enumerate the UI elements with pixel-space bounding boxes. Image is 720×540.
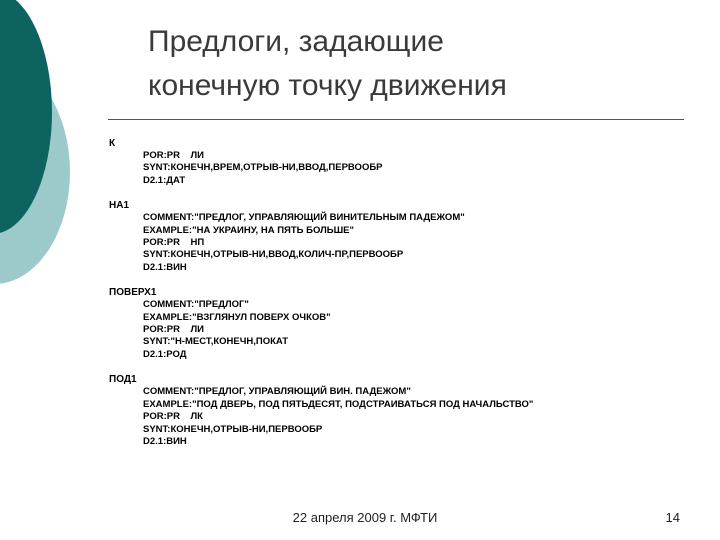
- entry-head: ПОВЕРХ1: [109, 287, 157, 299]
- entry-k: [109, 138, 699, 187]
- entry-line: COMMENT:"ПРЕДЛОГ, УПРАВЛЯЮЩИЙ ВИНИТЕЛЬНЫМ ПАДЕЖОМ": [143, 212, 465, 224]
- entry-line: EXAMPLE:"ПОД ДВЕРЬ, ПОД ПЯТЬДЕСЯТ, ПОДСТРАИВАТЬСЯ ПОД НАЧАЛЬСТВО": [143, 398, 534, 410]
- entry-line: D2.1:РОД: [143, 348, 187, 360]
- entry-line: COMMENT:"ПРЕДЛОГ, УПРАВЛЯЮЩИЙ ВИН. ПАДЕЖОМ": [143, 386, 411, 398]
- entry-na1: [109, 200, 699, 274]
- footer-date: 22 апреля 2009 г. МФТИ: [292, 510, 438, 525]
- page-number: 14: [665, 510, 680, 525]
- entry-head: НА1: [109, 200, 130, 212]
- entry-line: EXAMPLE:"НА УКРАИНУ, НА ПЯТЬ БОЛЬШЕ": [143, 224, 354, 236]
- entry-head: ПОД1: [109, 374, 137, 386]
- entry-line: POR:PR ЛИ: [143, 150, 204, 161]
- title-line-1: Предлоги, задающие: [148, 25, 444, 58]
- entry-line: COMMENT:"ПРЕДЛОГ": [143, 299, 249, 311]
- entry-line: SYNT:КОНЕЧН,ВРЕМ,ОТРЫВ-НИ,ВВОД,ПЕРВООБР: [143, 162, 383, 174]
- entry-line: POR:PR НП: [143, 237, 205, 249]
- entry-line: POR:PR ЛК: [143, 411, 203, 423]
- title-line-2: конечную точку движения: [148, 69, 507, 102]
- entry-list: [109, 138, 699, 461]
- title-divider: [108, 119, 684, 120]
- entry-line: D2.1:ВИН: [143, 435, 187, 447]
- entry-line: D2.1:ДАТ: [143, 174, 186, 186]
- entry-line: SYNT:КОНЕЧН,ОТРЫВ-НИ,ВВОД,КОЛИЧ-ПР,ПЕРВООБР: [143, 249, 404, 261]
- entry-line: EXAMPLE:"ВЗГЛЯНУЛ ПОВЕРХ ОЧКОВ": [143, 311, 331, 323]
- entry-line: SYNT:КОНЕЧН,ОТРЫВ-НИ,ПЕРВООБР: [143, 423, 323, 435]
- entry-pod1: [109, 374, 699, 448]
- entry-line: POR:PR ЛИ: [143, 324, 204, 336]
- entry-line: SYNT:"Н-МЕСТ,КОНЕЧН,ПОКАТ: [143, 336, 289, 348]
- entry-poverkh1: [109, 287, 699, 361]
- entry-line: D2.1:ВИН: [143, 261, 187, 273]
- entry-head: К: [109, 138, 116, 149]
- slide-title: [148, 20, 507, 108]
- decorative-circles: [0, 0, 120, 300]
